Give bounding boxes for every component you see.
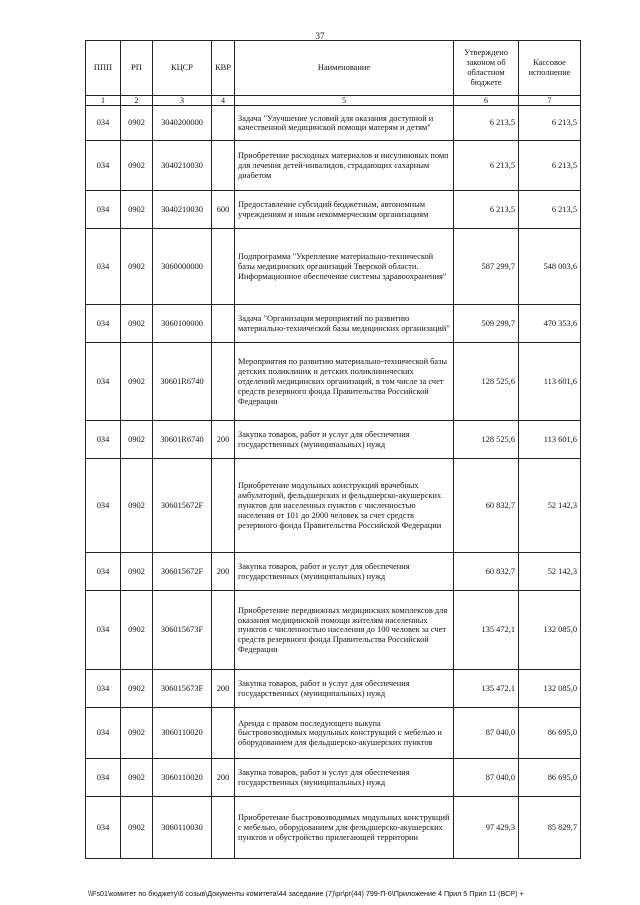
cell-approved: 587 299,7 (454, 229, 519, 305)
cell-kvr (212, 797, 235, 859)
cell-kvr (212, 141, 235, 191)
cell-executed: 132 085,0 (519, 591, 581, 670)
header-name: Наименование (235, 41, 454, 96)
cell-rp: 0902 (121, 343, 153, 421)
cell-executed: 52 142,3 (519, 459, 581, 553)
table-row (86, 191, 581, 229)
header-row (86, 41, 581, 96)
cell-ppp: 034 (86, 797, 121, 859)
table-row (86, 553, 581, 591)
cell-executed: 113 601,6 (519, 421, 581, 459)
cell-ppp: 034 (86, 553, 121, 591)
table-row (86, 708, 581, 759)
header-approved: Утверждено законом об областном бюджете (454, 41, 519, 96)
cell-approved: 97 429,3 (454, 797, 519, 859)
cell-rp: 0902 (121, 708, 153, 759)
column-number: 3 (153, 96, 212, 106)
budget-table (85, 40, 581, 859)
cell-name: Задача "Улучшение условий для оказания доступной и качественной медицинской помощи матерям и детям" (235, 106, 454, 141)
table-row (86, 421, 581, 459)
cell-executed: 548 003,6 (519, 229, 581, 305)
cell-approved: 135 472,1 (454, 670, 519, 708)
column-number: 4 (212, 96, 235, 106)
column-number-row (86, 96, 581, 106)
cell-executed: 6 213,5 (519, 141, 581, 191)
cell-rp: 0902 (121, 459, 153, 553)
table-row (86, 106, 581, 141)
cell-approved: 6 213,5 (454, 106, 519, 141)
cell-kcsr: 3040200000 (153, 106, 212, 141)
cell-approved: 60 832,7 (454, 553, 519, 591)
cell-rp: 0902 (121, 141, 153, 191)
cell-name: Закупка товаров, работ и услуг для обеспечения государственных (муниципальных) нужд (235, 421, 454, 459)
header-rp: РП (121, 41, 153, 96)
cell-kcsr: 30601R6740 (153, 421, 212, 459)
column-number: 6 (454, 96, 519, 106)
cell-executed: 52 142,3 (519, 553, 581, 591)
column-number: 5 (235, 96, 454, 106)
cell-executed: 113 601,6 (519, 343, 581, 421)
cell-ppp: 034 (86, 191, 121, 229)
cell-rp: 0902 (121, 106, 153, 141)
cell-executed: 6 213,5 (519, 191, 581, 229)
cell-kvr (212, 591, 235, 670)
cell-name: Приобретение расходных материалов и инсулиновых помп для лечения детей-инвалидов, страдающих сахарным диабетом (235, 141, 454, 191)
cell-ppp: 034 (86, 708, 121, 759)
cell-kvr: 200 (212, 670, 235, 708)
cell-kcsr: 3060000000 (153, 229, 212, 305)
table-row (86, 305, 581, 343)
column-number: 2 (121, 96, 153, 106)
cell-approved: 6 213,5 (454, 191, 519, 229)
cell-executed: 85 829,7 (519, 797, 581, 859)
table-row (86, 459, 581, 553)
page-number: 37 (315, 31, 325, 41)
cell-kcsr: 3040210030 (153, 141, 212, 191)
cell-rp: 0902 (121, 229, 153, 305)
cell-ppp: 034 (86, 141, 121, 191)
cell-kvr (212, 229, 235, 305)
cell-approved: 60 832,7 (454, 459, 519, 553)
cell-approved: 509 299,7 (454, 305, 519, 343)
cell-kcsr: 306015672F (153, 553, 212, 591)
cell-kvr: 200 (212, 553, 235, 591)
cell-executed: 132 085,0 (519, 670, 581, 708)
header-kcsr: КЦСР (153, 41, 212, 96)
cell-kcsr: 3060110020 (153, 759, 212, 797)
file-path-footer: \\Fs01\комитет по бюджету\6 созыв\Документы комитета\44 заседание (7)\pr\pr(44) 799-П-6\Приложение 4 Прил 5 Прил 11 (ВСР) + (88, 889, 524, 898)
cell-approved: 128 525,6 (454, 343, 519, 421)
cell-approved: 87 040,0 (454, 708, 519, 759)
cell-kvr: 200 (212, 759, 235, 797)
table-row (86, 343, 581, 421)
cell-ppp: 034 (86, 670, 121, 708)
cell-kcsr: 3060110030 (153, 797, 212, 859)
cell-kcsr: 3060100000 (153, 305, 212, 343)
cell-ppp: 034 (86, 759, 121, 797)
cell-ppp: 034 (86, 343, 121, 421)
cell-rp: 0902 (121, 553, 153, 591)
cell-ppp: 034 (86, 591, 121, 670)
cell-executed: 86 695,0 (519, 708, 581, 759)
cell-rp: 0902 (121, 759, 153, 797)
cell-executed: 86 695,0 (519, 759, 581, 797)
cell-approved: 128 525,6 (454, 421, 519, 459)
cell-approved: 87 040,0 (454, 759, 519, 797)
cell-name: Приобретение быстровозводимых модульных конструкций с мебелью, оборудованием для фельдшерско-акушерских пунктов и обустройство прилегающей территории (235, 797, 454, 859)
column-number: 1 (86, 96, 121, 106)
table-row (86, 591, 581, 670)
cell-ppp: 034 (86, 106, 121, 141)
cell-name: Предоставление субсидий бюджетным, автономным учреждениям и иным некоммерческим организациям (235, 191, 454, 229)
cell-rp: 0902 (121, 670, 153, 708)
cell-name: Закупка товаров, работ и услуг для обеспечения государственных (муниципальных) нужд (235, 553, 454, 591)
cell-ppp: 034 (86, 229, 121, 305)
cell-rp: 0902 (121, 421, 153, 459)
cell-rp: 0902 (121, 305, 153, 343)
cell-name: Мероприятия по развитию материально-технической базы детских поликлиник и детских поликлинических отделений медицинских организаций, в том числе за счет средств резервного фонда Правительства Российской Федерации (235, 343, 454, 421)
cell-name: Аренда с правом последующего выкупа быстровозводимых модульных конструкций с мебелью и оборудованием для фельдшерско-акушерских пунктов (235, 708, 454, 759)
cell-name: Приобретение передвижных медицинских комплексов для оказания медицинской помощи жителям населенных пунктов с численностью населения до 100 человек за счет средств резервного фонда Правительства Российской Федерации (235, 591, 454, 670)
cell-approved: 6 213,5 (454, 141, 519, 191)
cell-name: Закупка товаров, работ и услуг для обеспечения государственных (муниципальных) нужд (235, 670, 454, 708)
cell-kcsr: 3060110020 (153, 708, 212, 759)
cell-kvr: 200 (212, 421, 235, 459)
cell-kcsr: 30601R6740 (153, 343, 212, 421)
cell-rp: 0902 (121, 191, 153, 229)
header-kvr: КВР (212, 41, 235, 96)
table-body (86, 106, 581, 859)
cell-rp: 0902 (121, 591, 153, 670)
header-executed: Кассовое исполнение (519, 41, 581, 96)
cell-kvr: 600 (212, 191, 235, 229)
table-row (86, 670, 581, 708)
cell-name: Подпрограмма "Укрепление материально-технической базы медицинских организаций Тверской области. Информационное обеспечение системы здравоохранения" (235, 229, 454, 305)
cell-kvr (212, 459, 235, 553)
cell-approved: 135 472,1 (454, 591, 519, 670)
cell-name: Приобретение модульных конструкций врачебных амбулаторий, фельдшерских и фельдшерско-акушерских пунктов для населенных пунктов с численностью населения от 101 до 2000 человек за счет средств резервного фонда Правительства Российской Федерации (235, 459, 454, 553)
table-row (86, 797, 581, 859)
cell-executed: 470 353,6 (519, 305, 581, 343)
cell-ppp: 034 (86, 459, 121, 553)
cell-kvr (212, 106, 235, 141)
cell-kcsr: 306015673F (153, 591, 212, 670)
table-row (86, 141, 581, 191)
cell-name: Закупка товаров, работ и услуг для обеспечения государственных (муниципальных) нужд (235, 759, 454, 797)
cell-executed: 6 213,5 (519, 106, 581, 141)
cell-ppp: 034 (86, 305, 121, 343)
cell-name: Задача "Организация мероприятий по развитию материально-технической базы медицинских организаций" (235, 305, 454, 343)
table-row (86, 229, 581, 305)
header-ppp: ППП (86, 41, 121, 96)
cell-kcsr: 306015673F (153, 670, 212, 708)
cell-rp: 0902 (121, 797, 153, 859)
cell-kvr (212, 343, 235, 421)
cell-kcsr: 3040210030 (153, 191, 212, 229)
cell-kvr (212, 708, 235, 759)
cell-kcsr: 306015672F (153, 459, 212, 553)
cell-ppp: 034 (86, 421, 121, 459)
cell-kvr (212, 305, 235, 343)
table-row (86, 759, 581, 797)
column-number: 7 (519, 96, 581, 106)
